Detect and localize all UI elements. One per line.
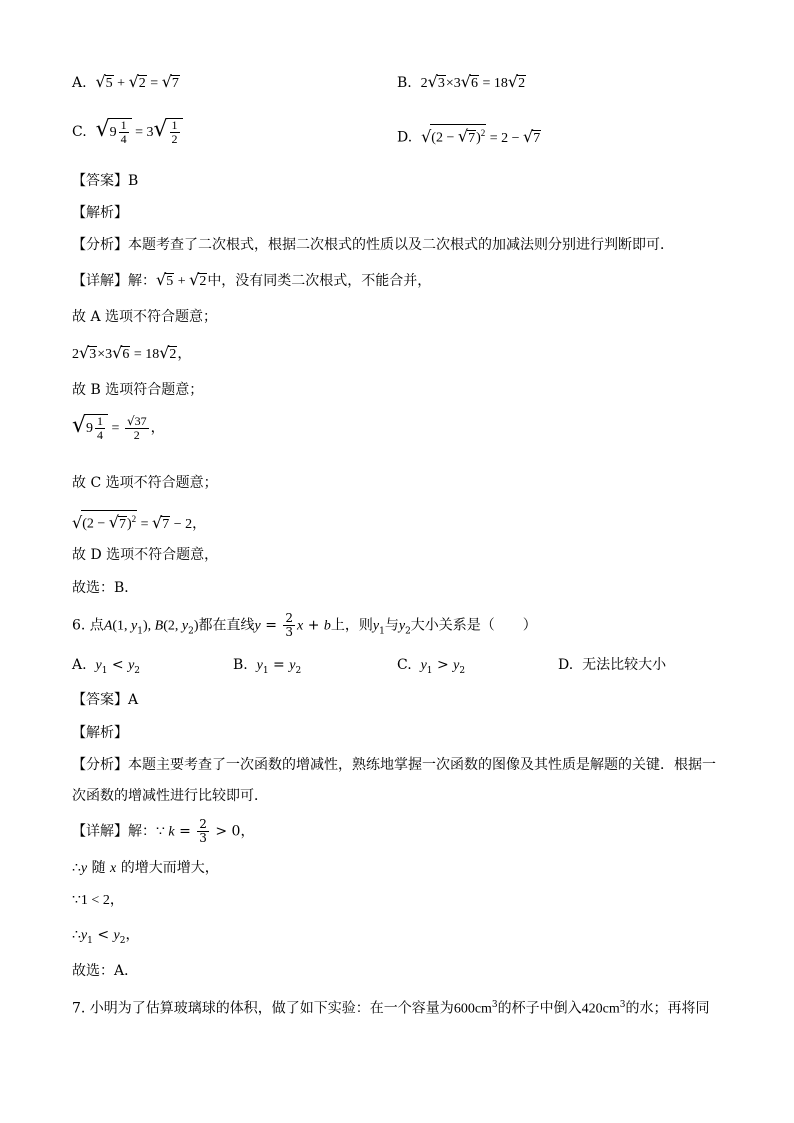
detail-tag: 【详解】 [72, 273, 128, 289]
q6-option-a: A. $y_1 < y_2$ [72, 657, 141, 676]
analysis-tag-q6: 【解析】 [72, 725, 128, 741]
fenxi-line-q5 [72, 235, 674, 255]
choose-q6: 故选：A． [72, 963, 139, 979]
step-d-equation: $√(2 - √7)^2 = √7 - 2$， [72, 510, 206, 535]
conclusion-b: 故 B 选项符合题意； [72, 382, 204, 398]
option-b [397, 72, 526, 94]
option-d-expression: $√(2 - √7)^2 = 2 - √7$ [421, 131, 541, 146]
step2-q6: ∴y 随 x 的增大而增大， [72, 860, 219, 876]
q6-option-b: B. $y_1 = y_2$ [233, 657, 302, 676]
fenxi-line2-q6: 次函数的增减性进行比较即可． [72, 788, 268, 804]
answer-line-q6: 【答案】A [72, 692, 139, 708]
option-b-label: B. [397, 75, 412, 91]
option-d [397, 124, 541, 149]
conclusion-d: 故 D 选项不符合题意， [72, 547, 219, 563]
option-a-expression: √5 + √2 = √7 [95, 72, 179, 91]
step3-q6: ∵1 < 2， [72, 892, 124, 908]
fenxi-tag: 【分析】 [72, 237, 128, 253]
option-b-expression: 2√3×3√6 = 18√2 [420, 72, 526, 91]
option-c-label: C. [72, 124, 87, 140]
question-6-stem: 6. 点A(1, $y_1$), B(2, $y_2$)都在直线y = $\frac{2}{3}$ x + b上，则$y_1$与$y_2$大小关系是（ ） [72, 611, 537, 639]
detail-intro: 解： [128, 273, 156, 289]
option-a [72, 72, 180, 94]
option-c [72, 118, 183, 147]
fenxi-line1-q6: 【分析】本题主要考查了一次函数的增减性，熟练地掌握一次函数的图像及其性质是解题的关键．根据一 [72, 757, 716, 773]
question-7-stem: 7. 小明为了估算玻璃球的体积，做了如下实验：在一个容量为$600cm^3$的杯子中倒入$420cm^3$的水；再将同 [72, 1000, 710, 1017]
option-c-expression: √9 $\frac{1}{4}$ = 3√ $\frac{1}{2}$ [96, 125, 183, 140]
step-c-equation: √9 $\frac{1}{4}$ = $\frac{√37}{2}$ ， [72, 413, 165, 443]
answer-tag: 【答案】 [72, 173, 128, 189]
q6-option-d: D. 无法比较大小 [558, 657, 667, 673]
answer-value-q6: A [128, 692, 139, 708]
detail-line-q5: 【详解】解：√5 + √2中，没有同类二次根式，不能合并， [72, 270, 432, 289]
detail-a-text: 中，没有同类二次根式，不能合并， [207, 273, 432, 289]
choose-q5: 故选：B． [72, 580, 139, 596]
analysis-tag-q5: 【解析】 [72, 205, 128, 221]
conclusion-c: 故 C 选项不符合题意； [72, 475, 218, 491]
option-a-label: A. [72, 75, 87, 91]
answer-line-q5 [72, 171, 138, 191]
q6-option-c: C. $y_1 > y_2$ [397, 657, 466, 676]
option-d-label: D. [397, 129, 413, 146]
answer-value: B [128, 173, 139, 189]
step-b-equation: 2√3×3√6 = 18√2， [72, 343, 192, 362]
detail-line-q6: 【详解】解：∵ k = $\frac{2}{3}$ > 0， [72, 817, 255, 845]
conclusion-a: 故 A 选项不符合题意； [72, 309, 218, 325]
step4-q6: $\therefore y_1 < y_2$， [72, 927, 140, 946]
fenxi-text: 本题考查了二次根式，根据二次根式的性质以及二次根式的加减法则分别进行判断即可． [128, 237, 674, 253]
